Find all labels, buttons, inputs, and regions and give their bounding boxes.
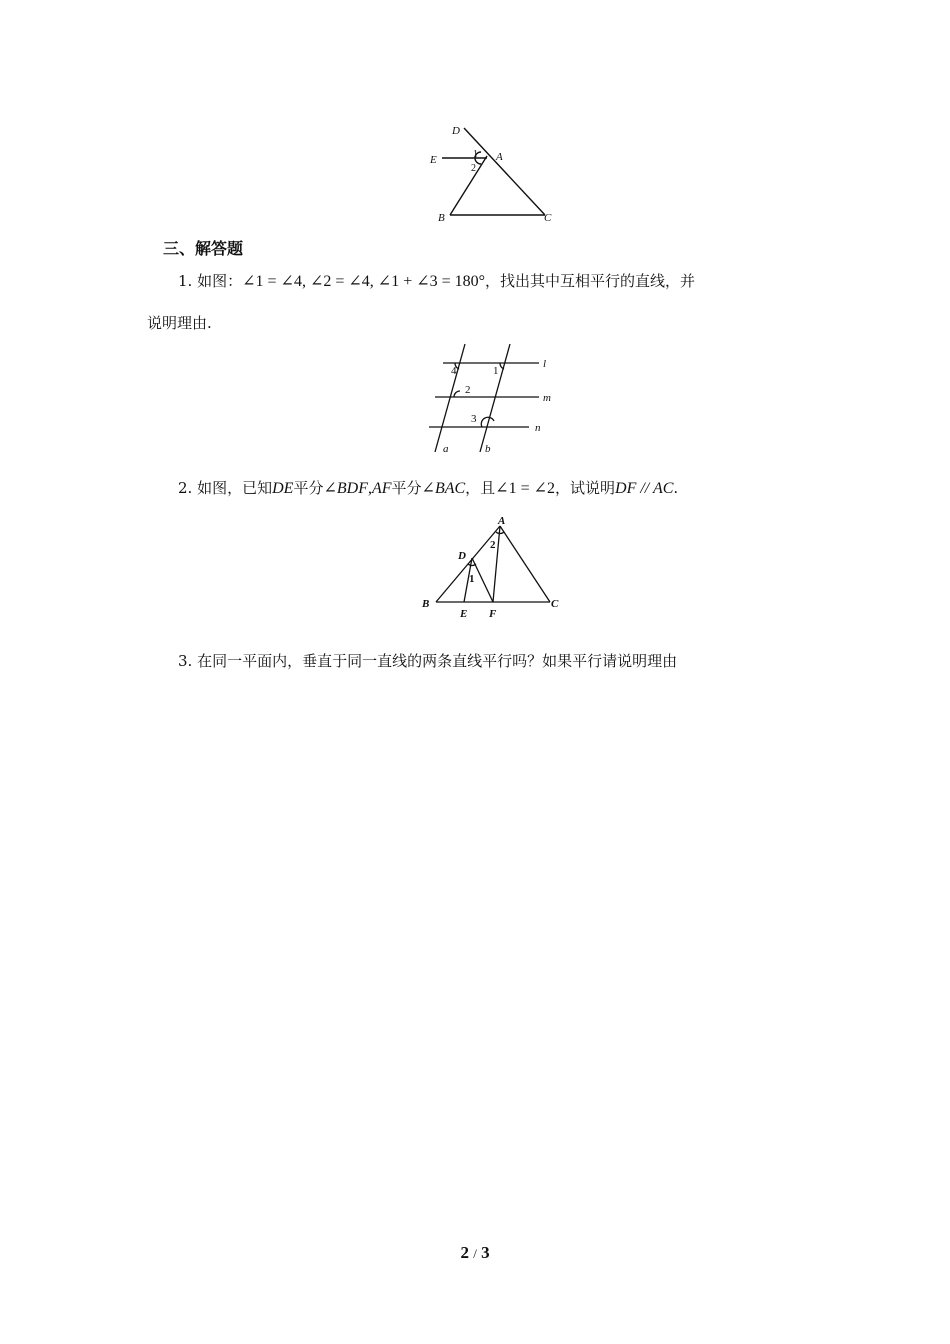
question-1-formula: ∠1 = ∠4, ∠2 = ∠4, ∠1 + ∠3 = 180° [242,273,486,290]
label-a: a [443,443,449,455]
page-separator: / [473,1246,477,1261]
label-angle-1: 1 [469,573,475,585]
question-2-angle-bac: ∠BAC [421,480,466,497]
segment-ab [450,156,487,215]
label-c: C [544,212,552,224]
label-angle-2: 2 [465,384,471,396]
label-b: B [422,598,430,610]
question-2-condition: ∠1 = ∠2 [495,480,556,497]
question-1-number: 1. [178,272,193,290]
label-d: D [452,125,460,137]
question-2-de: DE [272,480,294,497]
figure-parallel-lines [425,340,565,460]
line-b [480,344,510,452]
question-2-end: . [673,479,679,497]
label-b: b [485,443,491,455]
label-e: E [430,154,437,166]
label-l: l [543,358,547,370]
question-2-angle-bdf: ∠BDF [323,480,368,497]
question-3-text: 在同一平面内，垂直于同一直线的两条直线平行吗？如果平行请说明理由 [197,652,678,670]
question-2-comma: , [367,480,372,497]
page-total: 3 [481,1243,490,1262]
question-2-text-3: 平分 [391,479,422,497]
page-number [0,1243,950,1263]
question-2-text-4: ，且 [465,479,496,497]
question-3-line [178,651,677,671]
label-e: E [460,608,468,620]
segment-ac [500,526,550,602]
question-1-suffix: ，找出其中互相平行的直线，并 [485,272,696,290]
label-c: C [551,598,559,610]
question-1-line-2: 说明理由. [147,314,212,332]
label-b: B [438,212,445,224]
figure-triangle-top [420,118,560,230]
label-angle-1: 1 [473,149,478,160]
label-n: n [535,422,541,434]
label-angle-4: 4 [451,365,457,377]
question-3-number: 3. [178,652,193,670]
question-2-text-2: 平分 [293,479,324,497]
label-angle-2: 2 [471,163,476,174]
line-a [435,344,465,452]
page-current: 2 [460,1243,469,1262]
arc-2 [454,391,460,397]
label-m: m [543,392,551,404]
line-da-ac [464,128,545,215]
label-angle-1: 1 [493,365,499,377]
label-f: F [489,608,497,620]
label-d: D [458,550,466,562]
section-title: 三、解答题 [163,239,244,258]
label-a: A [496,151,503,163]
question-2-text-1: 如图，已知 [197,479,273,497]
arc-1 [468,564,476,566]
question-1-prefix: 如图： [197,272,243,290]
label-a: A [498,515,506,527]
question-2-number: 2. [178,479,193,497]
question-2-text-5: ，试说明 [555,479,616,497]
question-2-conclusion: DF // AC [615,480,674,497]
question-2-line [178,478,678,499]
label-angle-3: 3 [471,413,477,425]
question-1-line-1 [178,271,695,292]
segment-af [493,526,500,602]
label-angle-2: 2 [490,539,496,551]
figure-triangle-bisectors [418,508,568,622]
question-2-af: AF [371,480,392,497]
